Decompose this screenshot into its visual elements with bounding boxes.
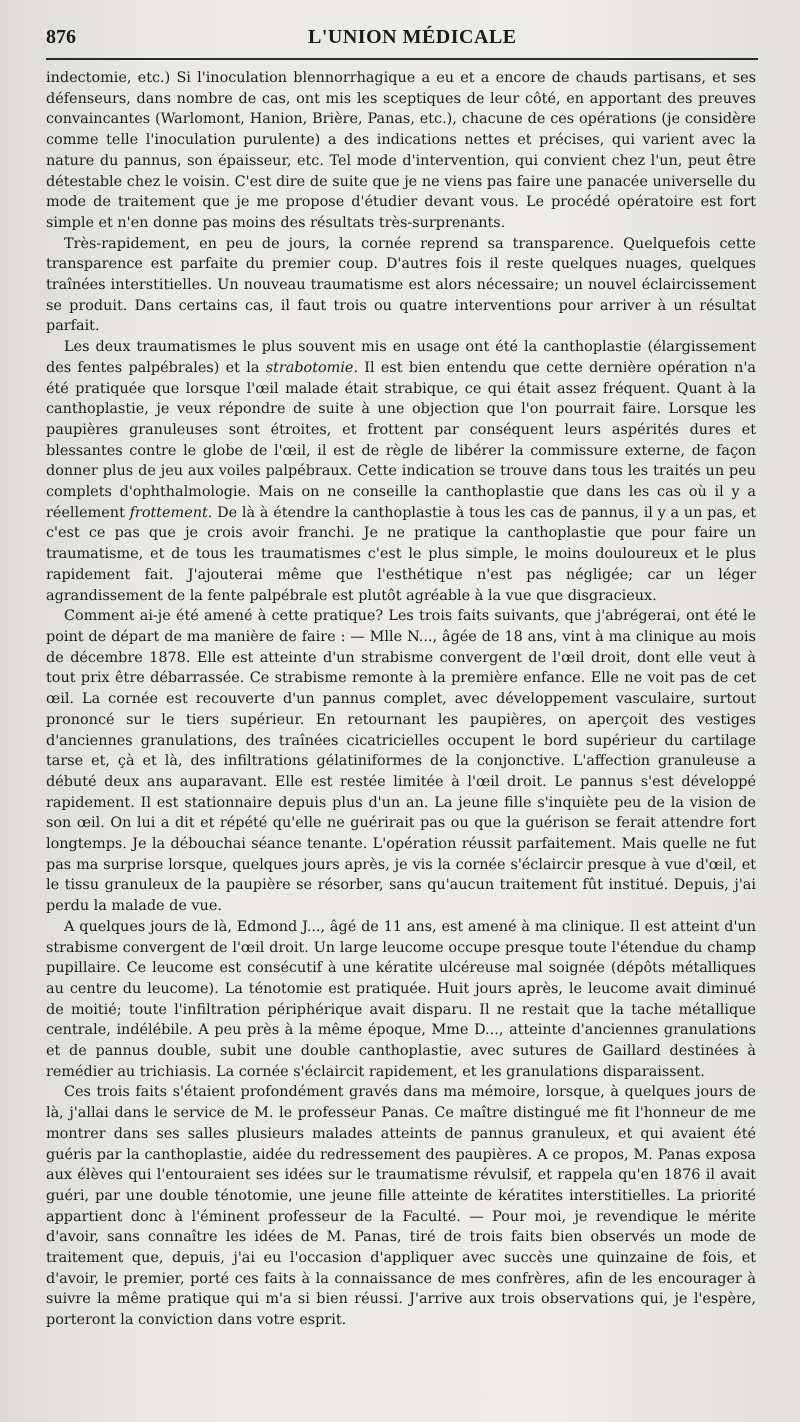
italic-term: frottement xyxy=(129,504,208,521)
header-rule xyxy=(46,58,758,60)
article-body xyxy=(46,68,756,1331)
paragraph-transparence: Très-rapidement, en peu de jours, la cornée reprend sa transparence. Quelquefois cette transparence est parfaite du premier coup. D'autres fois il reste quelques nuages, quelques traînées interstitielles. Un nouveau traumatisme est alors nécessaire; un nouvel éclaircissement se produit. Dans certains cas, il faut trois ou quatre interventions pour arriver à un résultat parfait. xyxy=(46,235,756,335)
page-number: 876 xyxy=(46,26,76,48)
page-header xyxy=(46,22,754,50)
paragraph-case-one: Comment ai-je été amené à cette pratique? Les trois faits suivants, que j'abrégerai, ont été le point de départ de ma manière de faire : — Mlle N..., âgée de 18 ans, vint à ma clinique au mois de décembre 1878. Elle est atteinte d'un strabisme convergent de l'œil droit, dont elle veut à tout prix être débarrassée. Ce strabisme remonte à la première enfance. Elle ne voit pas de cet œil. La cornée est recouverte d'un pannus complet, avec développement vasculaire, surtout prononcé sur le tiers supérieur. En retournant les paupières, on aperçoit des vestiges d'anciennes granulations, des traînées cicatricielles occupent le bord supérieur du cartilage tarse et, çà et là, des infiltrations gélatiniformes de la conjonctive. L'affection granuleuse a débuté deux ans auparavant. Elle est restée limitée à l'œil droit. Le pannus s'est développé rapidement. Il est stationnaire depuis plus d'un an. La jeune fille s'inquiète peu de la vision de son œil. On lui a dit et répété qu'elle ne guérirait pas ou que la guérison se ferait attendre fort longtemps. Je la débouchai séance tenante. L'opération réussit parfaitement. Mais quelle ne fut pas ma surprise lorsque, quelques jours après, je vis la cornée s'éclaircir presque à vue d'œil, et le tissu granuleux de la paupière se résorber, sans qu'aucun traitement fût institué. Depuis, j'ai perdu la malade de vue. xyxy=(46,608,756,915)
running-title: L'UNION MÉDICALE xyxy=(308,26,517,48)
paragraph-conclusion: Ces trois faits s'étaient profondément gravés dans ma mémoire, lorsque, à quelques jours de là, j'allai dans le service de M. le professeur Panas. Ce maître distingué me fit l'honneur de me montrer dans ses salles plusieurs malades atteints de pannus granuleux, et qui avaient été guéris par la canthoplastie, aidée du redressement des paupières. A ce propos, M. Panas exposa aux élèves qui l'entouraient ses idées sur le traumatisme révulsif, et rappela qu'en 1876 il avait guéri, par une double ténotomie, une jeune fille atteinte de kératites interstitielles. La priorité appartient donc à l'éminent professeur de la Faculté. — Pour moi, je revendique le mérite d'avoir, sans connaître les idées de M. Panas, tiré de trois faits bien observés un mode de traitement que, depuis, j'ai eu l'occasion d'appliquer avec succès une quinzaine de fois, et d'avoir, le premier, porté ces faits à la connaissance de mes confrères, afin de les encourager à suivre la même pratique qui m'a si bien réussi. J'arrive aux trois observations qui, je l'espère, porteront la conviction dans votre esprit. xyxy=(46,1084,756,1329)
paragraph-case-two-three: A quelques jours de là, Edmond J..., âgé de 11 ans, est amené à ma clinique. Il est atteint d'un strabisme convergent de l'œil droit. Un large leucome occupe presque toute l'étendue du champ pupillaire. Ce leucome est consécutif à une kératite ulcéreuse mal soignée (dépôts métalliques au centre du leucome). La ténotomie est pratiquée. Huit jours après, le leucome avait diminué de moitié; toute l'infiltration périphérique avait disparu. Il ne restait que la tache métallique centrale, indélébile. A peu près à la même époque, Mme D..., atteinte d'anciennes granulations et de pannus double, subit une double canthoplastie, avec sutures de Gaillard destinées à remédier au trichiasis. La cornée s'éclaircit rapidement, et les granulations disparaissent. xyxy=(46,918,756,1080)
paragraph-continued: indectomie, etc.) Si l'inoculation blennorrhagique a eu et a encore de chauds partisans, et ses défenseurs, dans nombre de cas, ont mis les sceptiques de leur côté, en apportant des preuves convaincantes (Warlomont, Hanion, Brière, Panas, etc.), chacune de ces opérations (je considère comme telle l'inoculation purulente) a des indications nettes et précises, qui varient avec la nature du pannus, son épaisseur, etc. Tel mode d'intervention, qui convient chez l'un, peut être détestable chez le voisin. C'est dire de suite que je ne viens pas faire une panacée universelle du mode de traitement que je me propose d'étudier devant vous. Le procédé opératoire est fort simple et n'en donne pas moins des résultats très-surprenants. xyxy=(46,70,756,231)
paragraph-text: . De là à étendre la canthoplastie à tous les cas de pannus, il y a un pas, et c'est ce pas que je crois avoir franchi. Je ne pratique la canthoplastie que pour faire un traumatisme, et de tous les traumatismes c'est le plus simple, le moins douloureux et le plus rapidement fait. J'ajouterai même que l'esthétique n'est pas négligée; car un léger agrandissement de la fente palpébrale est plutôt agréable à la vue que disgracieux. xyxy=(46,504,756,604)
paragraph-traumatismes xyxy=(46,337,756,606)
paragraph-text: Les deux traumatismes le plus souvent mis en usage ont été la canthoplastie (élargissement des fentes palpébrales) et la xyxy=(46,339,756,376)
italic-term: strabotomie xyxy=(265,359,354,376)
paragraph-text: . Il est bien entendu que cette dernière opération n'a été pratiquée que lorsque l'œil malade était strabique, ce qui était assez fréquent. Quant à la canthoplastie, je veux répondre de suite à une objection que l'on pourrait faire. Lorsque les paupières granuleuses sont étroites, et frottent par conséquent leurs aspérités dures et blessantes contre le globe de l'œil, il est de règle de libérer la commissure externe, de façon donner plus de jeu aux voiles palpébraux. Cette indication se trouve dans tous les traités un peu complets d'ophthalmologie. Mais on ne conseille la canthoplastie que dans les cas où il y a réellement xyxy=(46,359,756,521)
